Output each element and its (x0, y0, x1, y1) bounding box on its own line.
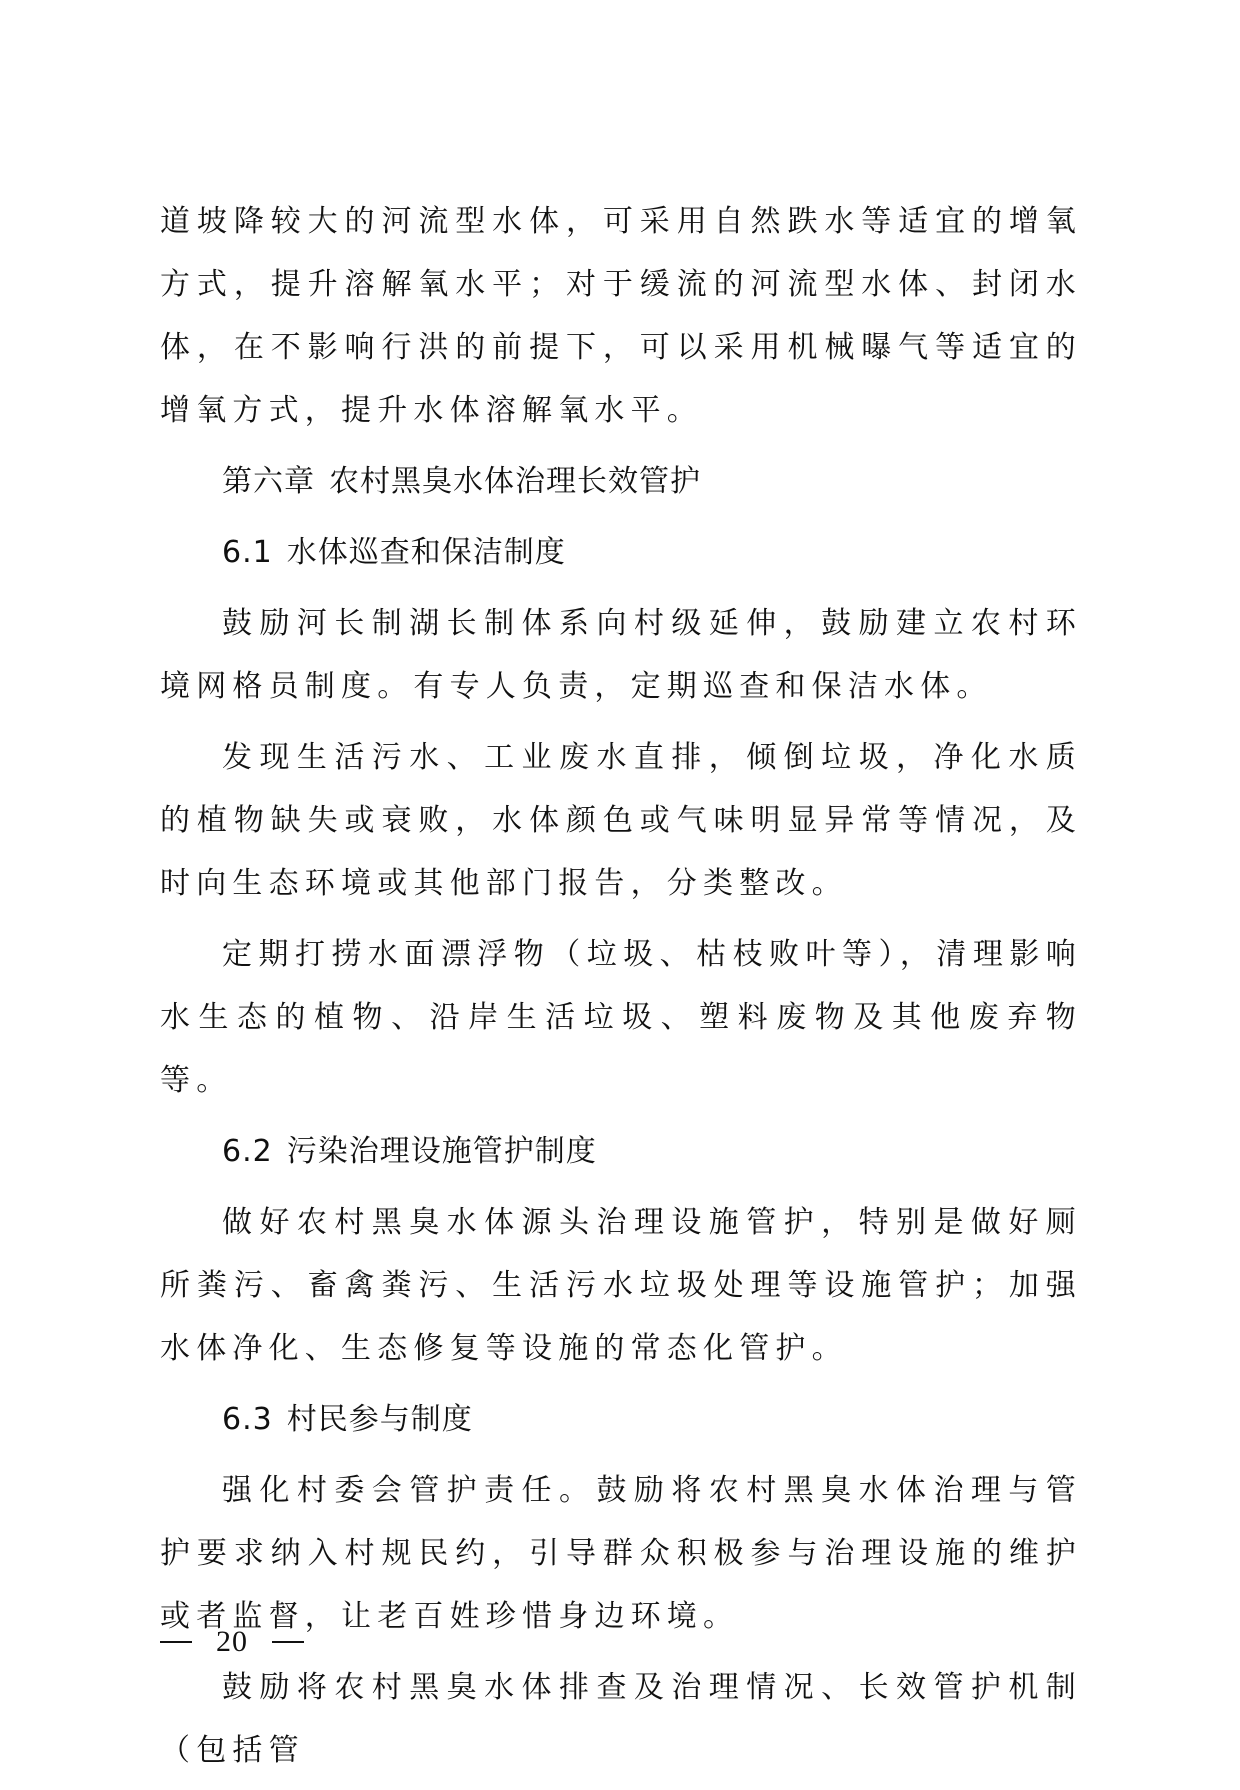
section-title: 水体巡查和保洁制度 (286, 535, 566, 570)
section-title: 污染治理设施管护制度 (286, 1134, 597, 1169)
chapter-heading (160, 450, 1082, 513)
paragraph-facility-care: 做好农村黑臭水体源头治理设施管护，特别是做好厕所粪污、畜禽粪污、生活污水垃圾处理等设施管护；加强水体净化、生态修复等设施的常态化管护。 (160, 1205, 1082, 1366)
chapter-number: 第六章 (222, 464, 315, 499)
section-heading-6-1 (160, 521, 1082, 584)
paragraph-aeration: 道坡降较大的河流型水体，可采用自然跌水等适宜的增氧方式，提升溶解氧水平；对于缓流的河流型水体、封闭水体，在不影响行洪的前提下，可以采用机械曝气等适宜的增氧方式，提升水体溶解氧水平。 (160, 204, 1082, 428)
document-body (160, 190, 1082, 1790)
section-number: 6.3 (222, 1402, 273, 1437)
page-number-footer (160, 1622, 304, 1662)
section-number: 6.1 (222, 535, 273, 570)
dash-right (272, 1641, 304, 1643)
paragraph-village-committee: 强化村委会管护责任。鼓励将农村黑臭水体治理与管护要求纳入村规民约，引导群众积极参与治理设施的维护或者监督，让老百姓珍惜身边环境。 (160, 1473, 1082, 1634)
dash-left (160, 1641, 192, 1643)
paragraph-cleanup: 定期打捞水面漂浮物（垃圾、枯枝败叶等），清理影响水生态的植物、沿岸生活垃圾、塑料废物及其他废弃物等。 (160, 937, 1082, 1098)
paragraph-disclosure: 鼓励将农村黑臭水体排查及治理情况、长效管护机制（包括管 (160, 1670, 1082, 1768)
section-heading-6-2 (160, 1120, 1082, 1183)
paragraph-report: 发现生活污水、工业废水直排，倾倒垃圾，净化水质的植物缺失或衰败，水体颜色或气味明显异常等情况，及时向生态环境或其他部门报告，分类整改。 (160, 740, 1082, 901)
section-heading-6-3 (160, 1388, 1082, 1451)
section-number: 6.2 (222, 1134, 273, 1169)
section-title: 村民参与制度 (286, 1402, 473, 1437)
paragraph-river-chief: 鼓励河长制湖长制体系向村级延伸，鼓励建立农村环境网格员制度。有专人负责，定期巡查和保洁水体。 (160, 606, 1082, 704)
chapter-title: 农村黑臭水体治理长效管护 (329, 464, 701, 499)
page-number: 20 (216, 1625, 248, 1658)
